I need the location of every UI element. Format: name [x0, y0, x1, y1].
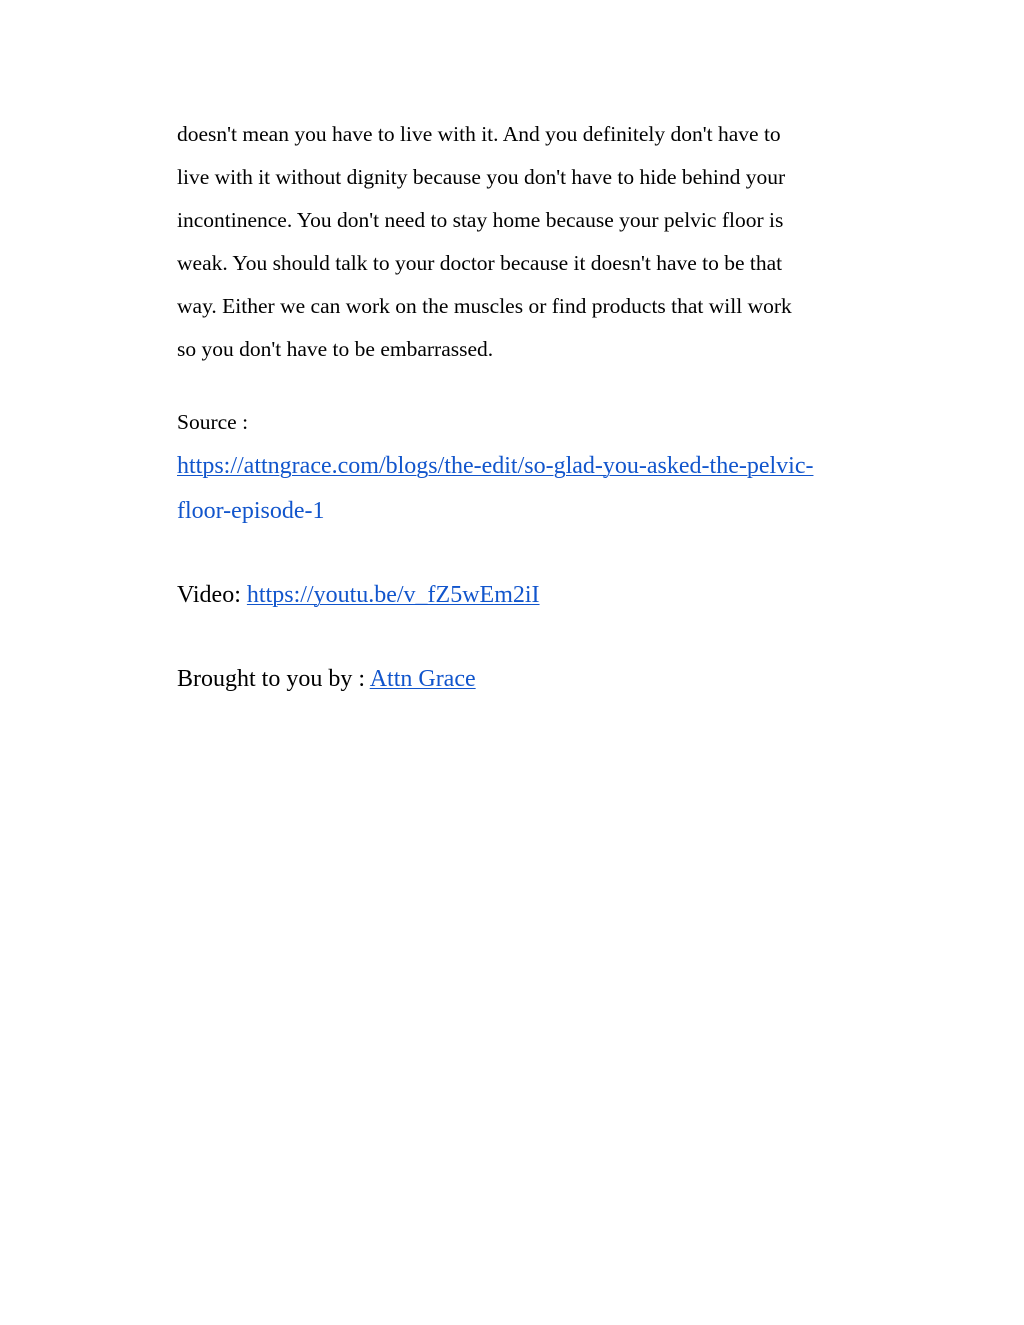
attn-grace-link[interactable]: Attn Grace: [369, 666, 476, 692]
source-link-line-1[interactable]: https://attngrace.com/blogs/the-edit/so-glad-you-asked-the-pelvic-: [177, 453, 814, 479]
video-link[interactable]: https://youtu.be/v_fZ5wEm2iI: [246, 582, 540, 608]
paragraph-line: doesn't mean you have to live with it. And you definitely don't have to: [177, 122, 781, 146]
paragraph-line: live with it without dignity because you don't have to hide behind your: [177, 165, 786, 189]
brought-to-you-row: [177, 657, 857, 702]
paragraph-line: so you don't have to be embarrassed.: [177, 337, 494, 361]
video-label: Video:: [177, 582, 247, 608]
source-link-line-2[interactable]: floor-episode-1: [177, 498, 325, 524]
document-content: [177, 113, 857, 702]
source-label: Source :: [177, 410, 249, 434]
paragraph-line: way. Either we can work on the muscles or find products that will work: [177, 294, 792, 318]
brought-label: Brought to you by :: [177, 666, 370, 692]
source-block: [177, 401, 857, 534]
paragraph-line: weak. You should talk to your doctor because it doesn't have to be that: [177, 251, 783, 275]
video-row: [177, 573, 857, 618]
body-paragraph: [177, 113, 857, 371]
source-link[interactable]: [177, 444, 857, 522]
paragraph-line: incontinence. You don't need to stay home because your pelvic floor is: [177, 208, 784, 232]
